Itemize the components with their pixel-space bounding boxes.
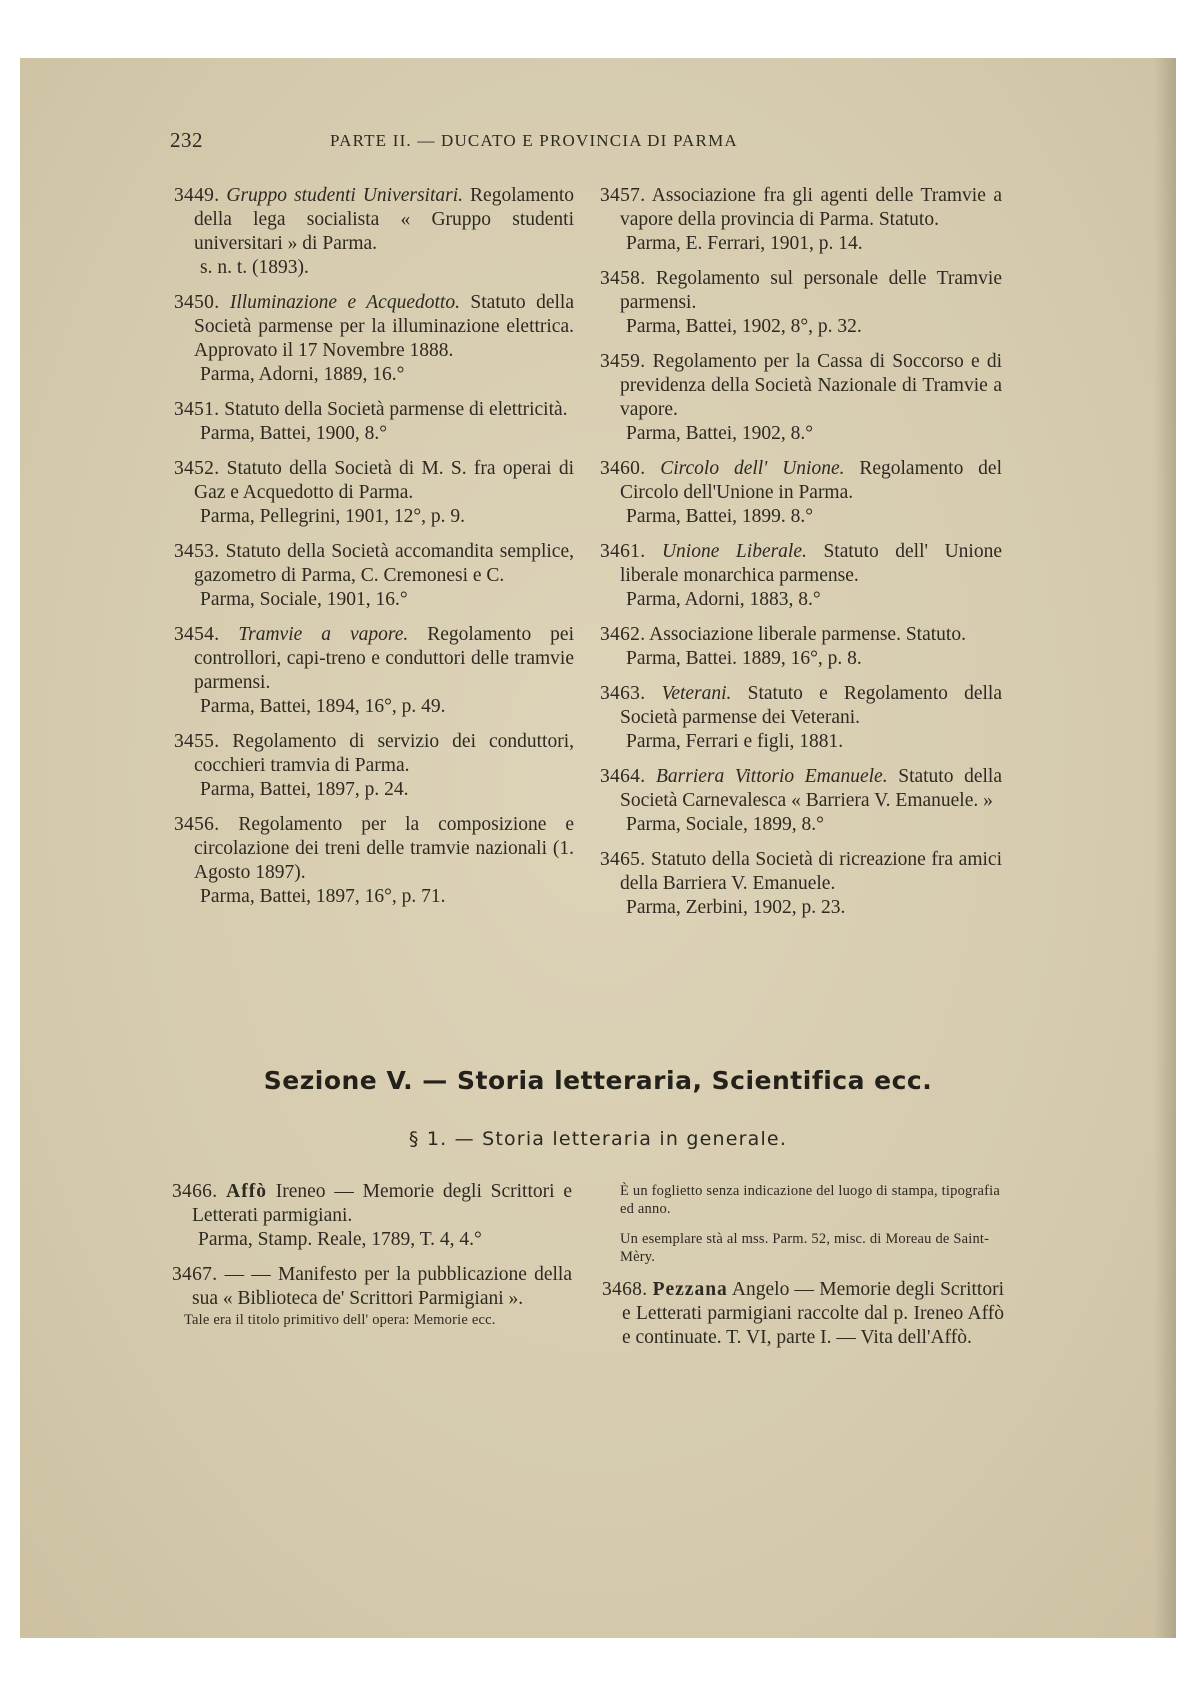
entry-number: 3463.: [600, 683, 646, 704]
entry-publication: Parma, Sociale, 1901, 16.°: [200, 589, 408, 610]
entry-number: 3467.: [172, 1264, 218, 1285]
entry-number: 3462.: [600, 624, 646, 645]
entry-publication: Parma, Pellegrini, 1901, 12°, p. 9.: [200, 506, 466, 527]
entry-publication: Parma, Battei, 1902, 8.°: [626, 423, 814, 444]
entry-number: 3455.: [174, 731, 220, 752]
entry-3467: [172, 1263, 572, 1329]
entry-number: 3466.: [172, 1181, 218, 1202]
entry-note: Tale era il titolo primitivo dell' opera: Memorie ecc.: [184, 1312, 496, 1328]
entry-author: Pezzana: [652, 1279, 728, 1300]
entry-number: 3450.: [174, 292, 220, 313]
entry-publication: Parma, Battei, 1894, 16°, p. 49.: [200, 696, 446, 717]
entry-description: Associazione liberale parmense. Statuto.: [645, 624, 966, 645]
entry-publication: Parma, Battei, 1902, 8°, p. 32.: [626, 316, 862, 337]
entry-publication: Parma, Battei, 1897, p. 24.: [200, 779, 409, 800]
entry-number: 3459.: [600, 351, 646, 372]
entry-number: 3453.: [174, 541, 220, 562]
page-edge-shadow: [1154, 58, 1176, 1638]
entry-description: Regolamento sul personale delle Tramvie parmensi.: [620, 268, 1002, 313]
entry-3468: [602, 1278, 1004, 1350]
entry-3459: [600, 350, 1002, 446]
entry-description: — — Manifesto per la pubblicazione della sua « Biblioteca de' Scrittori Parmigiani ».: [192, 1264, 572, 1309]
entry-number: 3468.: [602, 1279, 648, 1300]
entry-number: 3449.: [174, 185, 220, 206]
entry-publication: Parma, Battei, 1899. 8.°: [626, 506, 814, 527]
entry-3466: [172, 1180, 572, 1252]
entry-publication: Parma, E. Ferrari, 1901, p. 14.: [626, 233, 863, 254]
entry-3450: [174, 291, 574, 387]
entry-number: 3456.: [174, 814, 220, 835]
entry-publication: Parma, Adorni, 1883, 8.°: [626, 589, 821, 610]
note-3467-copy: Un esemplare stà al mss. Parm. 52, misc. di Moreau de Saint-Mèry.: [620, 1231, 990, 1265]
entry-description: Ireneo — Memorie degli Scrittori e Letterati parmigiani.: [192, 1181, 572, 1226]
entry-description: Statuto e Regolamento della Società parmense dei Veterani.: [620, 683, 1003, 728]
entry-3456: [174, 813, 574, 909]
entry-description: Regolamento del Circolo dell'Unione in Parma.: [620, 458, 1002, 503]
entry-description: Statuto della Società accomandita semplice, gazometro di Parma, C. Cremonesi e C.: [194, 541, 574, 586]
entry-number: 3461.: [600, 541, 646, 562]
entry-3453: [174, 540, 574, 612]
entry-description: Statuto della Società Carnevalesca « Barriera V. Emanuele. »: [620, 766, 1002, 811]
entry-3451: [174, 398, 574, 446]
entry-title: Veterani.: [661, 683, 732, 704]
entry-publication: Parma, Zerbini, 1902, p. 23.: [626, 897, 846, 918]
entry-publication: Parma, Battei, 1897, 16°, p. 71.: [200, 886, 446, 907]
entry-title: Circolo dell' Unione.: [660, 458, 845, 479]
entry-title: Unione Liberale.: [661, 541, 807, 562]
entry-3454: [174, 623, 574, 719]
entry-description: Regolamento per la Cassa di Soccorso e di previdenza della Società Nazionale di Tramvie a vapore.: [620, 351, 1002, 420]
entry-number: 3464.: [600, 766, 646, 787]
entry-publication: Parma, Battei, 1900, 8.°: [200, 423, 388, 444]
entry-title: Barriera Vittorio Emanuele.: [656, 766, 888, 787]
entry-publication: s. n. t. (1893).: [200, 257, 309, 278]
section-title: Sezione V. — Storia letteraria, Scientifica ecc.: [263, 1066, 933, 1095]
entry-3462: [600, 623, 1002, 671]
entry-description: Regolamento pei controllori, capi-treno e conduttori delle tramvie parmensi.: [194, 624, 574, 693]
page-header: [170, 128, 910, 158]
entry-publication: Parma, Sociale, 1899, 8.°: [626, 814, 824, 835]
entry-3460: [600, 457, 1002, 529]
entry-description: Statuto della Società di ricreazione fra amici della Barriera V. Emanuele.: [620, 849, 1002, 894]
entry-number: 3452.: [174, 458, 220, 479]
entry-author: Affò: [226, 1181, 267, 1202]
entry-3452: [174, 457, 574, 529]
running-head: PARTE II. — DUCATO E PROVINCIA DI PARMA: [330, 131, 738, 150]
entry-description: Associazione fra gli agenti delle Tramvie a vapore della provincia di Parma. Statuto.: [620, 185, 1002, 230]
entry-description: Statuto dell' Unione liberale monarchica parmense.: [620, 541, 1003, 586]
subsection-title: § 1. — Storia letteraria in generale.: [408, 1128, 788, 1150]
section-right-column: [602, 1182, 1004, 1361]
entry-title: Tramvie a vapore.: [238, 624, 409, 645]
entry-3458: [600, 267, 1002, 339]
entry-title: Gruppo studenti Universitari.: [226, 185, 464, 206]
entry-publication: Parma, Stamp. Reale, 1789, T. 4, 4.°: [198, 1229, 482, 1250]
entry-description: Statuto della Società di M. S. fra operai di Gaz e Acquedotto di Parma.: [194, 458, 574, 503]
entry-3465: [600, 848, 1002, 920]
entry-3464: [600, 765, 1002, 837]
right-column: [600, 184, 1002, 931]
scanned-page: [20, 58, 1176, 1638]
entry-number: 3457.: [600, 185, 646, 206]
entry-title: Illuminazione e Acquedotto.: [229, 292, 460, 313]
entry-number: 3454.: [174, 624, 220, 645]
entry-number: 3465.: [600, 849, 646, 870]
left-column: [174, 184, 574, 920]
entry-3457: [600, 184, 1002, 256]
entry-publication: Parma, Ferrari e figli, 1881.: [626, 731, 844, 752]
entry-description: Regolamento per la composizione e circolazione dei treni delle tramvie nazionali (1. Agosto 1897).: [194, 814, 574, 883]
entry-description: Statuto della Società parmense per la illuminazione elettrica. Approvato il 17 Novembre 1888.: [194, 292, 574, 361]
entry-description: Regolamento della lega socialista « Gruppo studenti universitari » di Parma.: [194, 185, 575, 254]
page-number: 232: [170, 128, 203, 152]
entry-3463: [600, 682, 1002, 754]
entry-3455: [174, 730, 574, 802]
entry-description: Regolamento di servizio dei conduttori, cocchieri tramvia di Parma.: [194, 731, 574, 776]
entry-number: 3451.: [174, 399, 220, 420]
section-left-column: [172, 1180, 572, 1340]
entry-description: Statuto della Società parmense di elettricità.: [219, 399, 568, 420]
entry-description: Angelo — Memorie degli Scrittori e Letterati parmigiani raccolte dal p. Ireneo Affò e continuate. T. VI, parte I. — Vita dell'Affò.: [622, 1279, 1004, 1348]
entry-number: 3460.: [600, 458, 646, 479]
entry-3461: [600, 540, 1002, 612]
entry-number: 3458.: [600, 268, 646, 289]
note-3467-location: È un foglietto senza indicazione del luogo di stampa, tipografia ed anno.: [620, 1183, 1001, 1217]
entry-3449: [174, 184, 574, 280]
entry-publication: Parma, Adorni, 1889, 16.°: [200, 364, 405, 385]
entry-publication: Parma, Battei. 1889, 16°, p. 8.: [626, 648, 862, 669]
